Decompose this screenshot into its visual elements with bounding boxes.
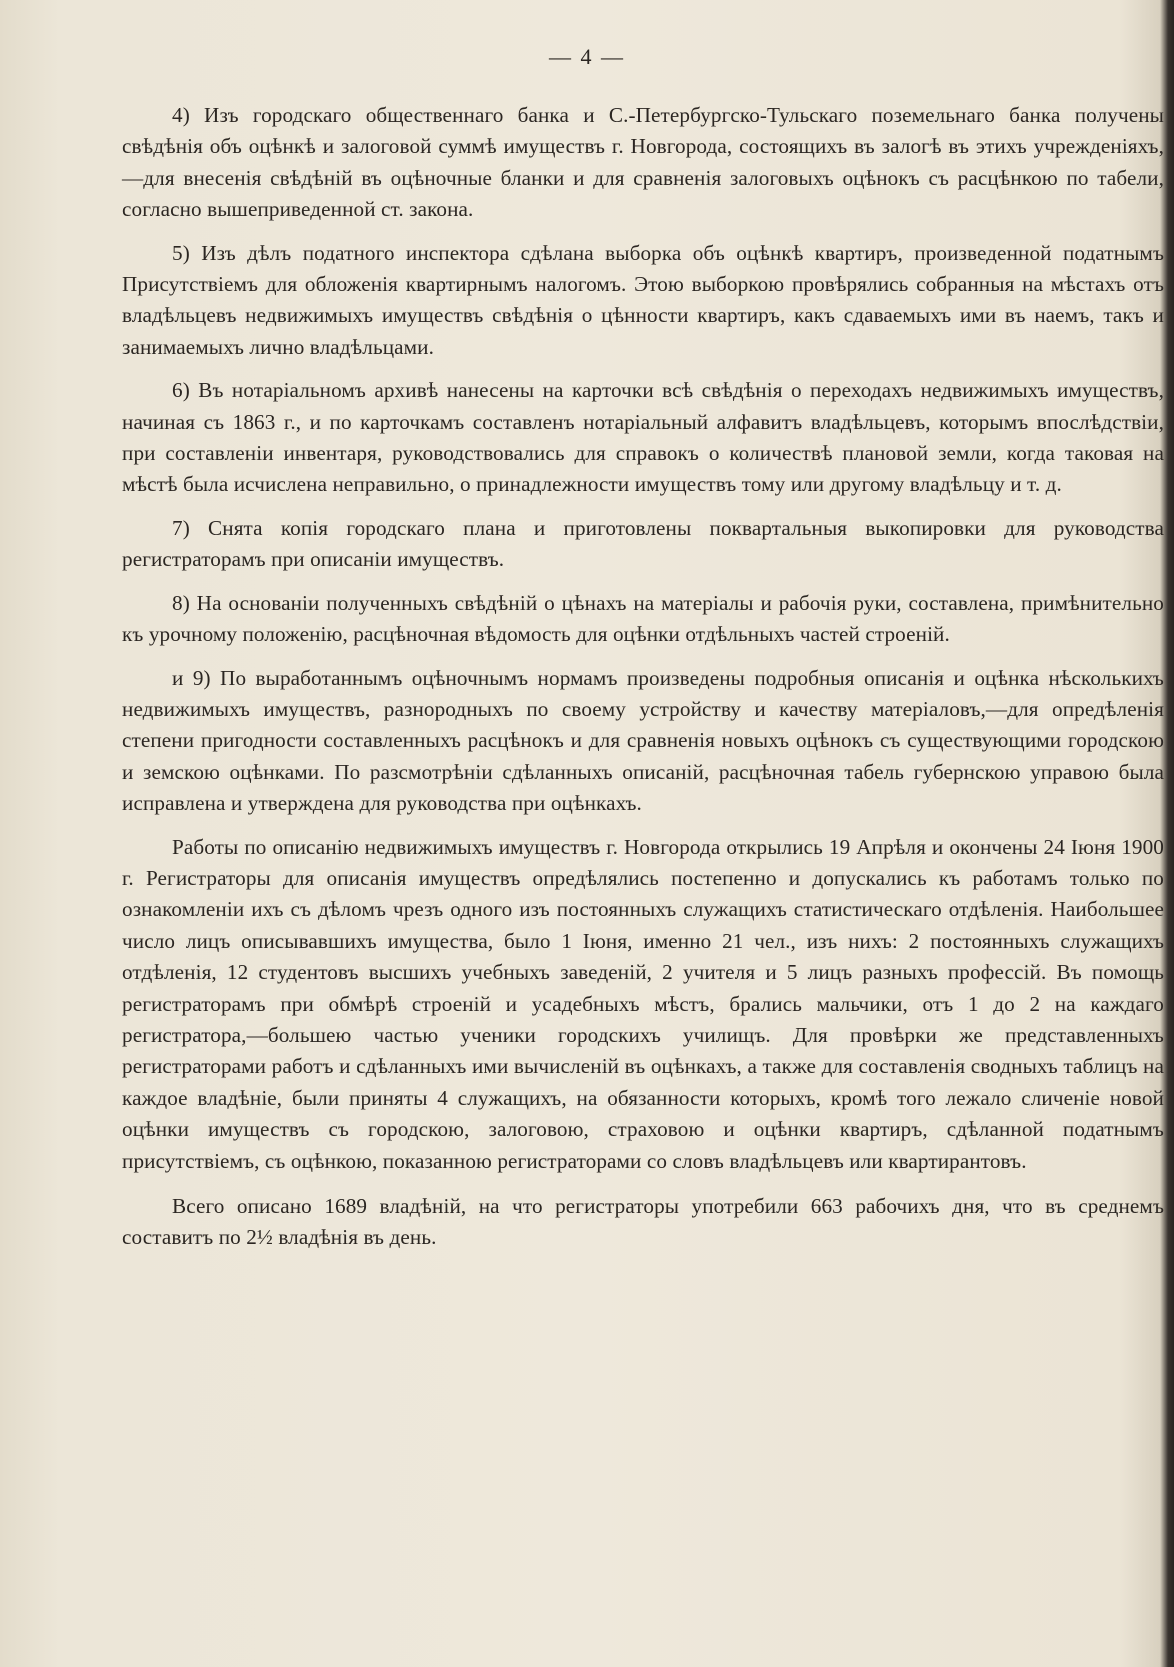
paragraph-item-7: 7) Снята копія городскаго плана и приготовлены поквартальныя выкопировки для руководства регистраторамъ при описаніи имуществъ. bbox=[122, 515, 1164, 572]
paragraph-item-4: 4) Изъ городскаго общественнаго банка и С.-Петербургско-Тульскаго поземельнаго банка получены свѣдѣнія объ оцѣнкѣ и залоговой суммѣ имуществъ г. Новгорода, состоящихъ въ залогѣ въ этихъ учрежденіяхъ,—для внесенія свѣдѣній въ оцѣночные бланки и для сравненія залоговыхъ оцѣнокъ съ расцѣнкою по табели, согласно вышеприведенной ст. закона. bbox=[122, 103, 1164, 222]
paragraph-item-5: 5) Изъ дѣлъ податного инспектора сдѣлана выборка объ оцѣнкѣ квартиръ, произведенной податнымъ Присутствіемъ для обложенія квартирнымъ налогомъ. Этою выборкою провѣрялись собранныя на мѣстахъ отъ владѣльцевъ недвижимыхъ имуществъ свѣдѣнія о цѣнности квартиръ, какъ сдаваемыхъ ими въ наемъ, такъ и занимаемыхъ лично владѣльцами. bbox=[122, 240, 1164, 359]
paragraph-item-9: и 9) По выработаннымъ оцѣночнымъ нормамъ произведены подробныя описанія и оцѣнка нѣсколькихъ недвижимыхъ имуществъ, разнородныхъ по своему устройству и качеству матеріаловъ,—для опредѣленія степени пригодности составленныхъ расцѣнокъ и для сравненія новыхъ оцѣнокъ съ существующими городскою и земскою оцѣнками. По разсмотрѣніи сдѣланныхъ описаній, расцѣночная табель губернскою управою была исправлена и утверждена для руководства при оцѣнкахъ. bbox=[122, 665, 1164, 816]
paragraph-item-8: 8) На основаніи полученныхъ свѣдѣній о цѣнахъ на матеріалы и рабочія руки, составлена, примѣнительно къ урочному положенію, расцѣночная вѣдомость для оцѣнки отдѣльныхъ частей строеній. bbox=[122, 590, 1164, 647]
paragraph-work-description: Работы по описанію недвижимыхъ имуществъ г. Новгорода открылись 19 Апрѣля и окончены 24 Іюня 1900 г. Регистраторы для описанія имуществъ опредѣлялись постепенно и допускались къ работамъ только по ознакомленіи ихъ съ дѣломъ чрезъ одного изъ постоянныхъ служащихъ статистическаго отдѣленія. Наибольшее число лицъ описывавшихъ имущества, было 1 Іюня, именно 21 чел., изъ нихъ: 2 постоянныхъ служащихъ отдѣленія, 12 студентовъ высшихъ учебныхъ заведеній, 2 учителя и 5 лицъ разныхъ профессій. Въ помощь регистраторамъ при обмѣрѣ строеній и усадебныхъ мѣстъ, брались мальчики, отъ 1 до 2 на каждаго регистратора,—большею частью ученики городскихъ училищъ. Для провѣрки же представленныхъ регистраторами работъ и сдѣланныхъ ими вычисленій въ оцѣнкахъ, а также для составленія сводныхъ таблицъ на каждое владѣніе, были приняты 4 служащихъ, на обязанности которыхъ, кромѣ того лежало сличеніе новой оцѣнки имуществъ съ городскою, залоговою, страховою и оцѣнки квартиръ, сдѣланной податнымъ присутствіемъ, съ оцѣнкою, показанною регистраторами со словъ владѣльцевъ или квартирантовъ. bbox=[122, 834, 1164, 1173]
paragraph-summary: Всего описано 1689 владѣній, на что регистраторы употребили 663 рабочихъ дня, что въ среднемъ составитъ по 2½ владѣнія въ день. bbox=[122, 1194, 1164, 1250]
paragraph-item-6: 6) Въ нотаріальномъ архивѣ нанесены на карточки всѣ свѣдѣнія о переходахъ недвижимыхъ имуществъ, начиная съ 1863 г., и по карточкамъ составленъ нотаріальный алфавитъ владѣльцевъ, которымъ впослѣдствіи, при составленіи инвентаря, руководствовались для справокъ о количествѣ плановой земли, когда таковая на мѣстѣ была исчислена неправильно, о принадлежности имуществъ тому или другому владѣльцу и т. д. bbox=[122, 378, 1164, 497]
page-number: — 4 — bbox=[549, 44, 625, 69]
body-text bbox=[122, 100, 1164, 1266]
